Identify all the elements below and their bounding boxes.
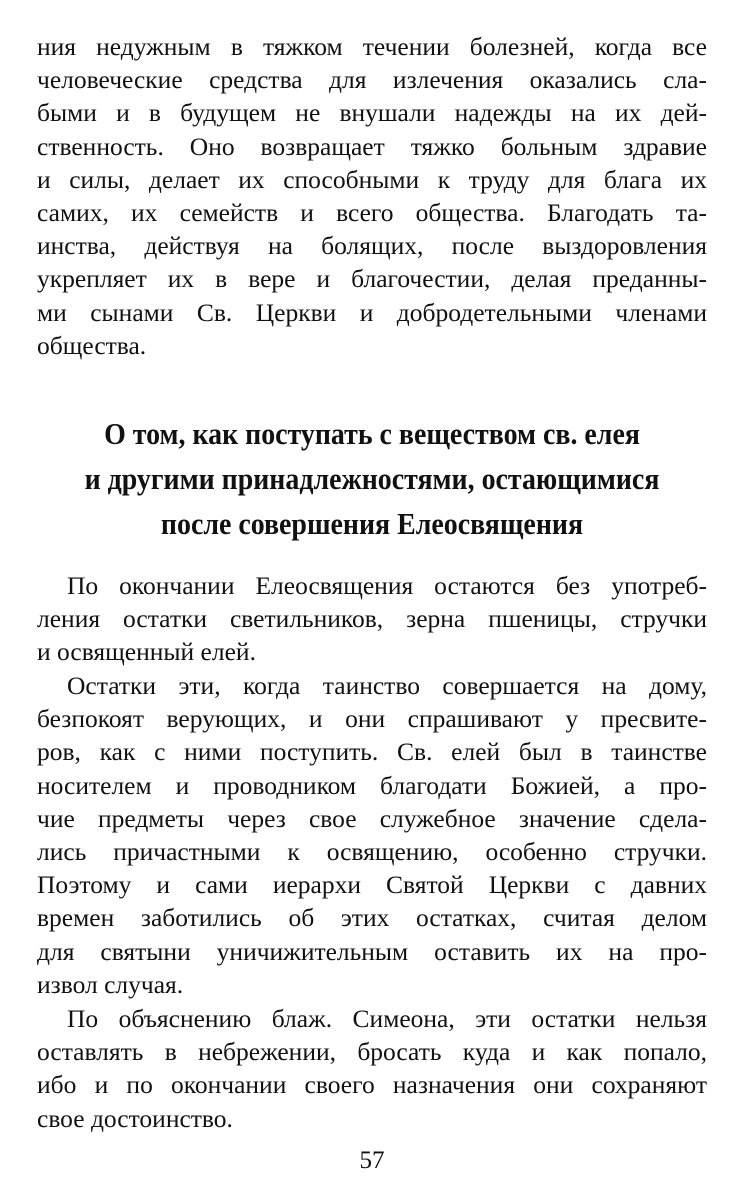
section-heading — [71, 411, 674, 546]
heading-line: О том, как поступать с веществом св. елея — [104, 416, 640, 451]
paragraph-continued — [37, 30, 707, 362]
paragraph — [37, 569, 707, 669]
text-line: укрепляет их в вере и благочестии, делая преданны- — [37, 264, 707, 294]
text-line: ми сынами Св. Церкви и добродетельными членами — [37, 297, 707, 327]
text-line: и силы, делает их способными к труду для блага их — [37, 164, 707, 194]
text-line: извол случая. — [37, 969, 184, 999]
text-line: свое достоинство. — [37, 1103, 233, 1133]
text-line: Остатки эти, когда таинство совершается на дому, — [67, 671, 707, 700]
text-line: ров, как с ними поступить. Св. елей был в таинстве — [37, 737, 707, 767]
text-line: чие предметы через свое служебное значение сдела- — [37, 803, 707, 833]
text-line: общества. — [37, 330, 147, 360]
text-line: По объяснению блаж. Симеона, эти остатки нельзя — [67, 1004, 707, 1033]
text-line: лись причастными к освящению, особенно стручки. — [37, 837, 707, 867]
heading-line: после совершения Елеосвящения — [160, 506, 584, 541]
text-line: оставлять в небрежении, бросать куда и как попало, — [37, 1037, 707, 1067]
heading-line: и другими принадлежностями, остающимися — [84, 461, 660, 496]
text-line: Поэтому и сами иерархи Святой Церкви с давних — [37, 870, 707, 900]
text-line: ибо и по окончании своего назначения они сохраняют — [37, 1070, 707, 1100]
text-line: инства, действуя на болящих, после выздоровления — [37, 231, 707, 261]
text-line: и освященный елей. — [37, 637, 256, 667]
paragraph — [37, 669, 707, 1001]
text-line: безпокоят верующих, и они спрашивают у пресвите- — [37, 704, 707, 734]
text-line: носителем и проводником благодати Божией, а про- — [37, 770, 707, 800]
paragraph — [37, 1002, 707, 1135]
page-number: 57 — [359, 1147, 385, 1174]
text-line: для святыни уничижительным оставить их на про- — [37, 936, 707, 966]
text-line: времен заботились об этих остатках, считая делом — [37, 903, 707, 933]
text-line: ния недужным в тяжком течении болезней, когда все — [37, 32, 707, 61]
text-line: быми и в будущем не внушали надежды на их дей- — [37, 98, 707, 128]
text-line: самих, их семейств и всего общества. Благодать та- — [37, 198, 707, 228]
text-line: ления остатки светильников, зерна пшеницы, стручки — [37, 604, 707, 634]
text-line: человеческие средства для излечения оказались сла- — [37, 65, 707, 95]
text-line: По окончании Елеосвящения остаются без употреб- — [67, 571, 707, 600]
text-line: ственность. Оно возвращает тяжко больным здравие — [37, 131, 707, 161]
